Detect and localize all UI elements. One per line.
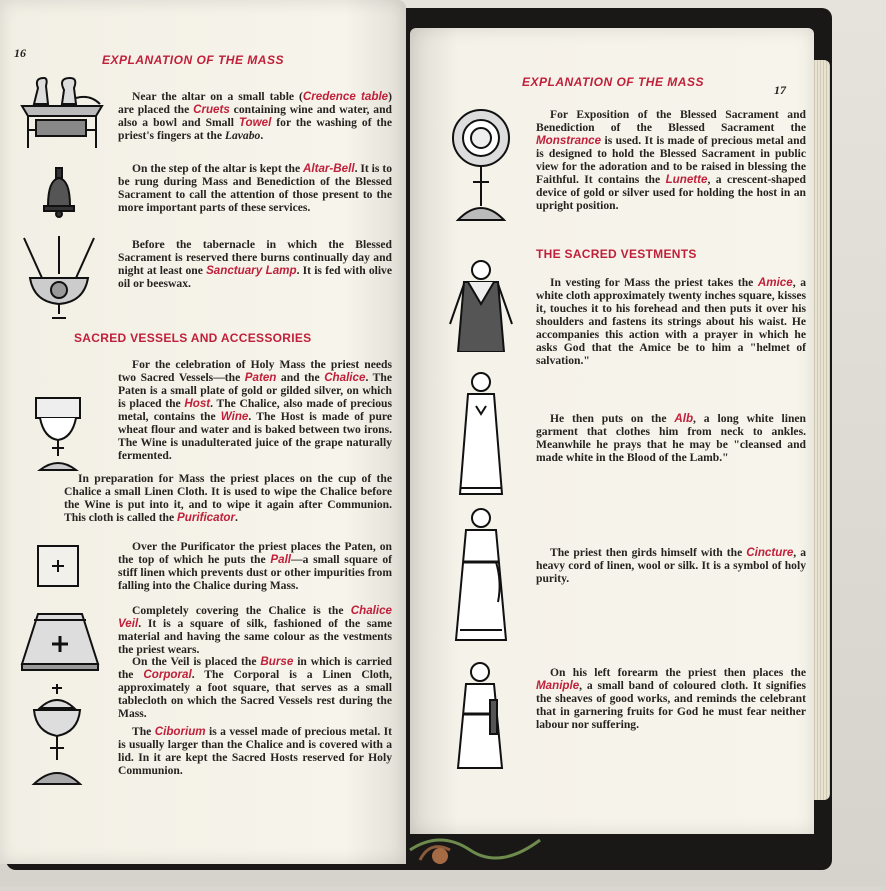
- altar-bell-icon: [38, 166, 80, 218]
- ciborium-paragraph: The Ciborium is a vessel made of precious metal. It is usually larger than the Chalice and is covered with a lid. In it are kept the Sacred Hosts reserved for Holy Communion.: [118, 725, 392, 777]
- monstrance-paragraph: For Exposition of the Blessed Sacrament and Benediction of the Blessed Sacrament the Monstrance is used. It is made of precious metal and is designed to hold the Blessed Sacrament in public view for the adoration and to be raised in blessing the Faithful. It contains the Lunette, a crescent-shaped device of gold or silver used for holding the host in an upright position.: [536, 108, 806, 212]
- monstrance-icon: [446, 102, 516, 224]
- right-page: [410, 28, 814, 834]
- cincture-priest-icon: [450, 506, 512, 644]
- page-number: 17: [774, 83, 786, 97]
- page-edges: [812, 60, 830, 800]
- section-heading: THE SACRED VESTMENTS: [536, 247, 697, 261]
- chalice-veil-icon: [20, 610, 100, 674]
- alb-priest-icon: [454, 370, 508, 498]
- section-heading: SACRED VESSELS AND ACCESSORIES: [74, 331, 312, 345]
- burse-paragraph: On the Veil is placed the Burse in which is carried the Corporal. The Corporal is a Linen Cloth, approximately a foot square, that serves as a small tablecloth on which the Sacred Vessels rest during the Mass.: [118, 655, 392, 720]
- ciborium-icon: [26, 682, 88, 788]
- maniple-paragraph: On his left forearm the priest then places the Maniple, a small band of coloured cloth. It signifies the sheaves of good works, and reminds the celebrant that in garnering fruits for God he must fear neither labour nor suffering.: [536, 666, 806, 731]
- credence-table-icon: [16, 68, 108, 156]
- page-header: EXPLANATION OF THE MASS: [522, 75, 704, 89]
- altar-bell-paragraph: On the step of the altar is kept the Altar-Bell. It is to be rung during Mass and Benediction of the Blessed Sacrament to call the attention of those present to the more important parts of these services.: [118, 162, 392, 214]
- sanctuary-lamp-icon: [20, 234, 98, 324]
- vessels-paragraph: For the celebration of Holy Mass the priest needs two Sacred Vessels—the Paten and the Chalice. The Paten is a small plate of gold or gilded silver, on which is placed the Host. The Chalice, also made of precious metal, contains the Wine. The Host is made of pure wheat flour and water and is baked between two irons. The Wine is unadulterated juice of the grape naturally fermented.: [118, 358, 393, 462]
- amice-priest-icon: [446, 258, 516, 352]
- left-page: [0, 0, 406, 864]
- page-number: 16: [14, 46, 26, 60]
- cincture-paragraph: The priest then girds himself with the Cincture, a heavy cord of linen, wool or silk. It is a symbol of holy purity.: [536, 546, 806, 585]
- page-header: EXPLANATION OF THE MASS: [102, 53, 284, 67]
- maniple-priest-icon: [450, 660, 510, 770]
- purificator-paragraph: In preparation for Mass the priest places on the cup of the Chalice a small Linen Cloth. It is used to wipe the Chalice before the Wine is put into it, and to wipe it again after Communion. This cloth is called the Purificator.: [64, 472, 392, 524]
- sanctuary-lamp-paragraph: Before the tabernacle in which the Blessed Sacrament is reserved there burns continually day and night at least one Sanctuary Lamp. It is fed with olive oil or beeswax.: [118, 238, 392, 290]
- amice-paragraph: In vesting for Mass the priest takes the Amice, a white cloth approximately twenty inches square, kisses it, touches it to his forehead and then puts it over his shoulders and fastens its strings about his waist. He accompanies this action with a prayer in which he asks God that the Amice be to him a "helmet of salvation.": [536, 276, 806, 367]
- alb-paragraph: He then puts on the Alb, a long white linen garment that clothes him from neck to ankles. Meanwhile he prays that he may be "cleansed and made white in the Blood of the Lamb.": [536, 412, 806, 464]
- dried-flower-decoration: [400, 820, 550, 886]
- pall-icon: [36, 544, 80, 588]
- pall-paragraph: Over the Purificator the priest places the Paten, on the top of which he puts the Pall—a small square of stiff linen which prevents dust or other impurities from falling into the Chalice during Mass.: [118, 540, 392, 592]
- chalice-icon: [30, 392, 86, 474]
- credence-paragraph: Near the altar on a small table (Credence table) are placed the Cruets containing wine and water, and also a bowl and Small Towel for the washing of the priest's fingers at the Lavabo.: [118, 90, 392, 142]
- chalice-veil-paragraph: Completely covering the Chalice is the Chalice Veil. It is a square of silk, fashioned of the same material and having the same colour as the vestments the priest wears.: [118, 604, 392, 656]
